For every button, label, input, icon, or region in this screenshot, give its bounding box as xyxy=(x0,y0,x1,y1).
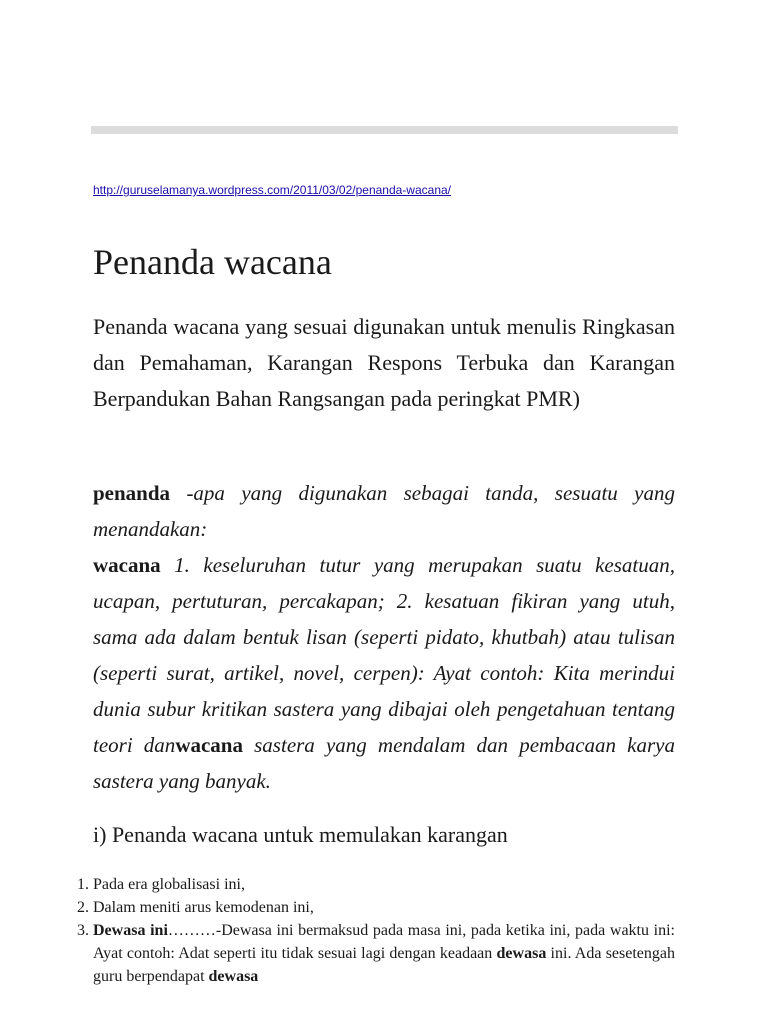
list-number: 1. xyxy=(77,876,89,893)
list-number: 3. xyxy=(77,922,89,939)
list-item-term: Dewasa ini xyxy=(93,922,168,939)
section-heading: i) Penanda wacana untuk memulakan karangan xyxy=(93,822,508,847)
wacana-definition: 1. keseluruhan tutur yang merupakan suatu kesatuan, ucapan, pertuturan, percakapan; 2. kesatuan fikiran yang utuh, sama ada dalam bentuk lisan (seperti pidato, khutbah) atau tulisan (seperti surat, artikel, novel, cerpen): Ayat contoh: Kita merindui dunia subur kritikan sastera yang dibajai oleh pengetahuan tentang teori dan xyxy=(93,553,675,757)
page-title: Penanda wacana xyxy=(93,242,332,282)
wacana-term: wacana xyxy=(93,553,161,577)
list-item-text: ………-Dewasa ini bermaksud pada masa ini, pada ketika ini, pada waktu ini: Ayat contoh: Adat seperti itu tidak sesuai lagi dengan keadaan xyxy=(93,922,675,962)
definitions-paragraph xyxy=(93,475,675,799)
list-item-text: ini. Ada sesetengah guru berpendapat xyxy=(93,945,676,985)
list-item-bold: dewasa xyxy=(496,945,547,962)
penanda-term: penanda xyxy=(93,481,171,505)
list-item-text: Dalam meniti arus kemodenan ini, xyxy=(93,899,314,916)
list-item xyxy=(77,919,676,988)
list-item xyxy=(77,896,675,919)
top-divider xyxy=(91,126,678,134)
wacana-term-inline: wacana xyxy=(175,733,243,757)
example-list xyxy=(77,873,676,988)
source-url-link[interactable]: http://guruselamanya.wordpress.com/2011/03/02/penanda-wacana/ xyxy=(93,183,452,197)
list-item xyxy=(77,873,675,896)
list-number: 2. xyxy=(77,899,89,916)
intro-paragraph: Penanda wacana yang sesuai digunakan untuk menulis Ringkasan dan Pemahaman, Karangan Respons Terbuka dan Karangan Berpandukan Bahan Rangsangan pada peringkat PMR) xyxy=(93,314,675,411)
penanda-definition: -apa yang digunakan sebagai tanda, sesuatu yang menandakan: xyxy=(93,481,675,541)
list-item-bold: dewasa xyxy=(208,968,259,985)
list-item-text: Pada era globalisasi ini, xyxy=(93,876,245,893)
wacana-definition-end: sastera yang mendalam dan pembacaan karya sastera yang banyak. xyxy=(93,733,675,793)
